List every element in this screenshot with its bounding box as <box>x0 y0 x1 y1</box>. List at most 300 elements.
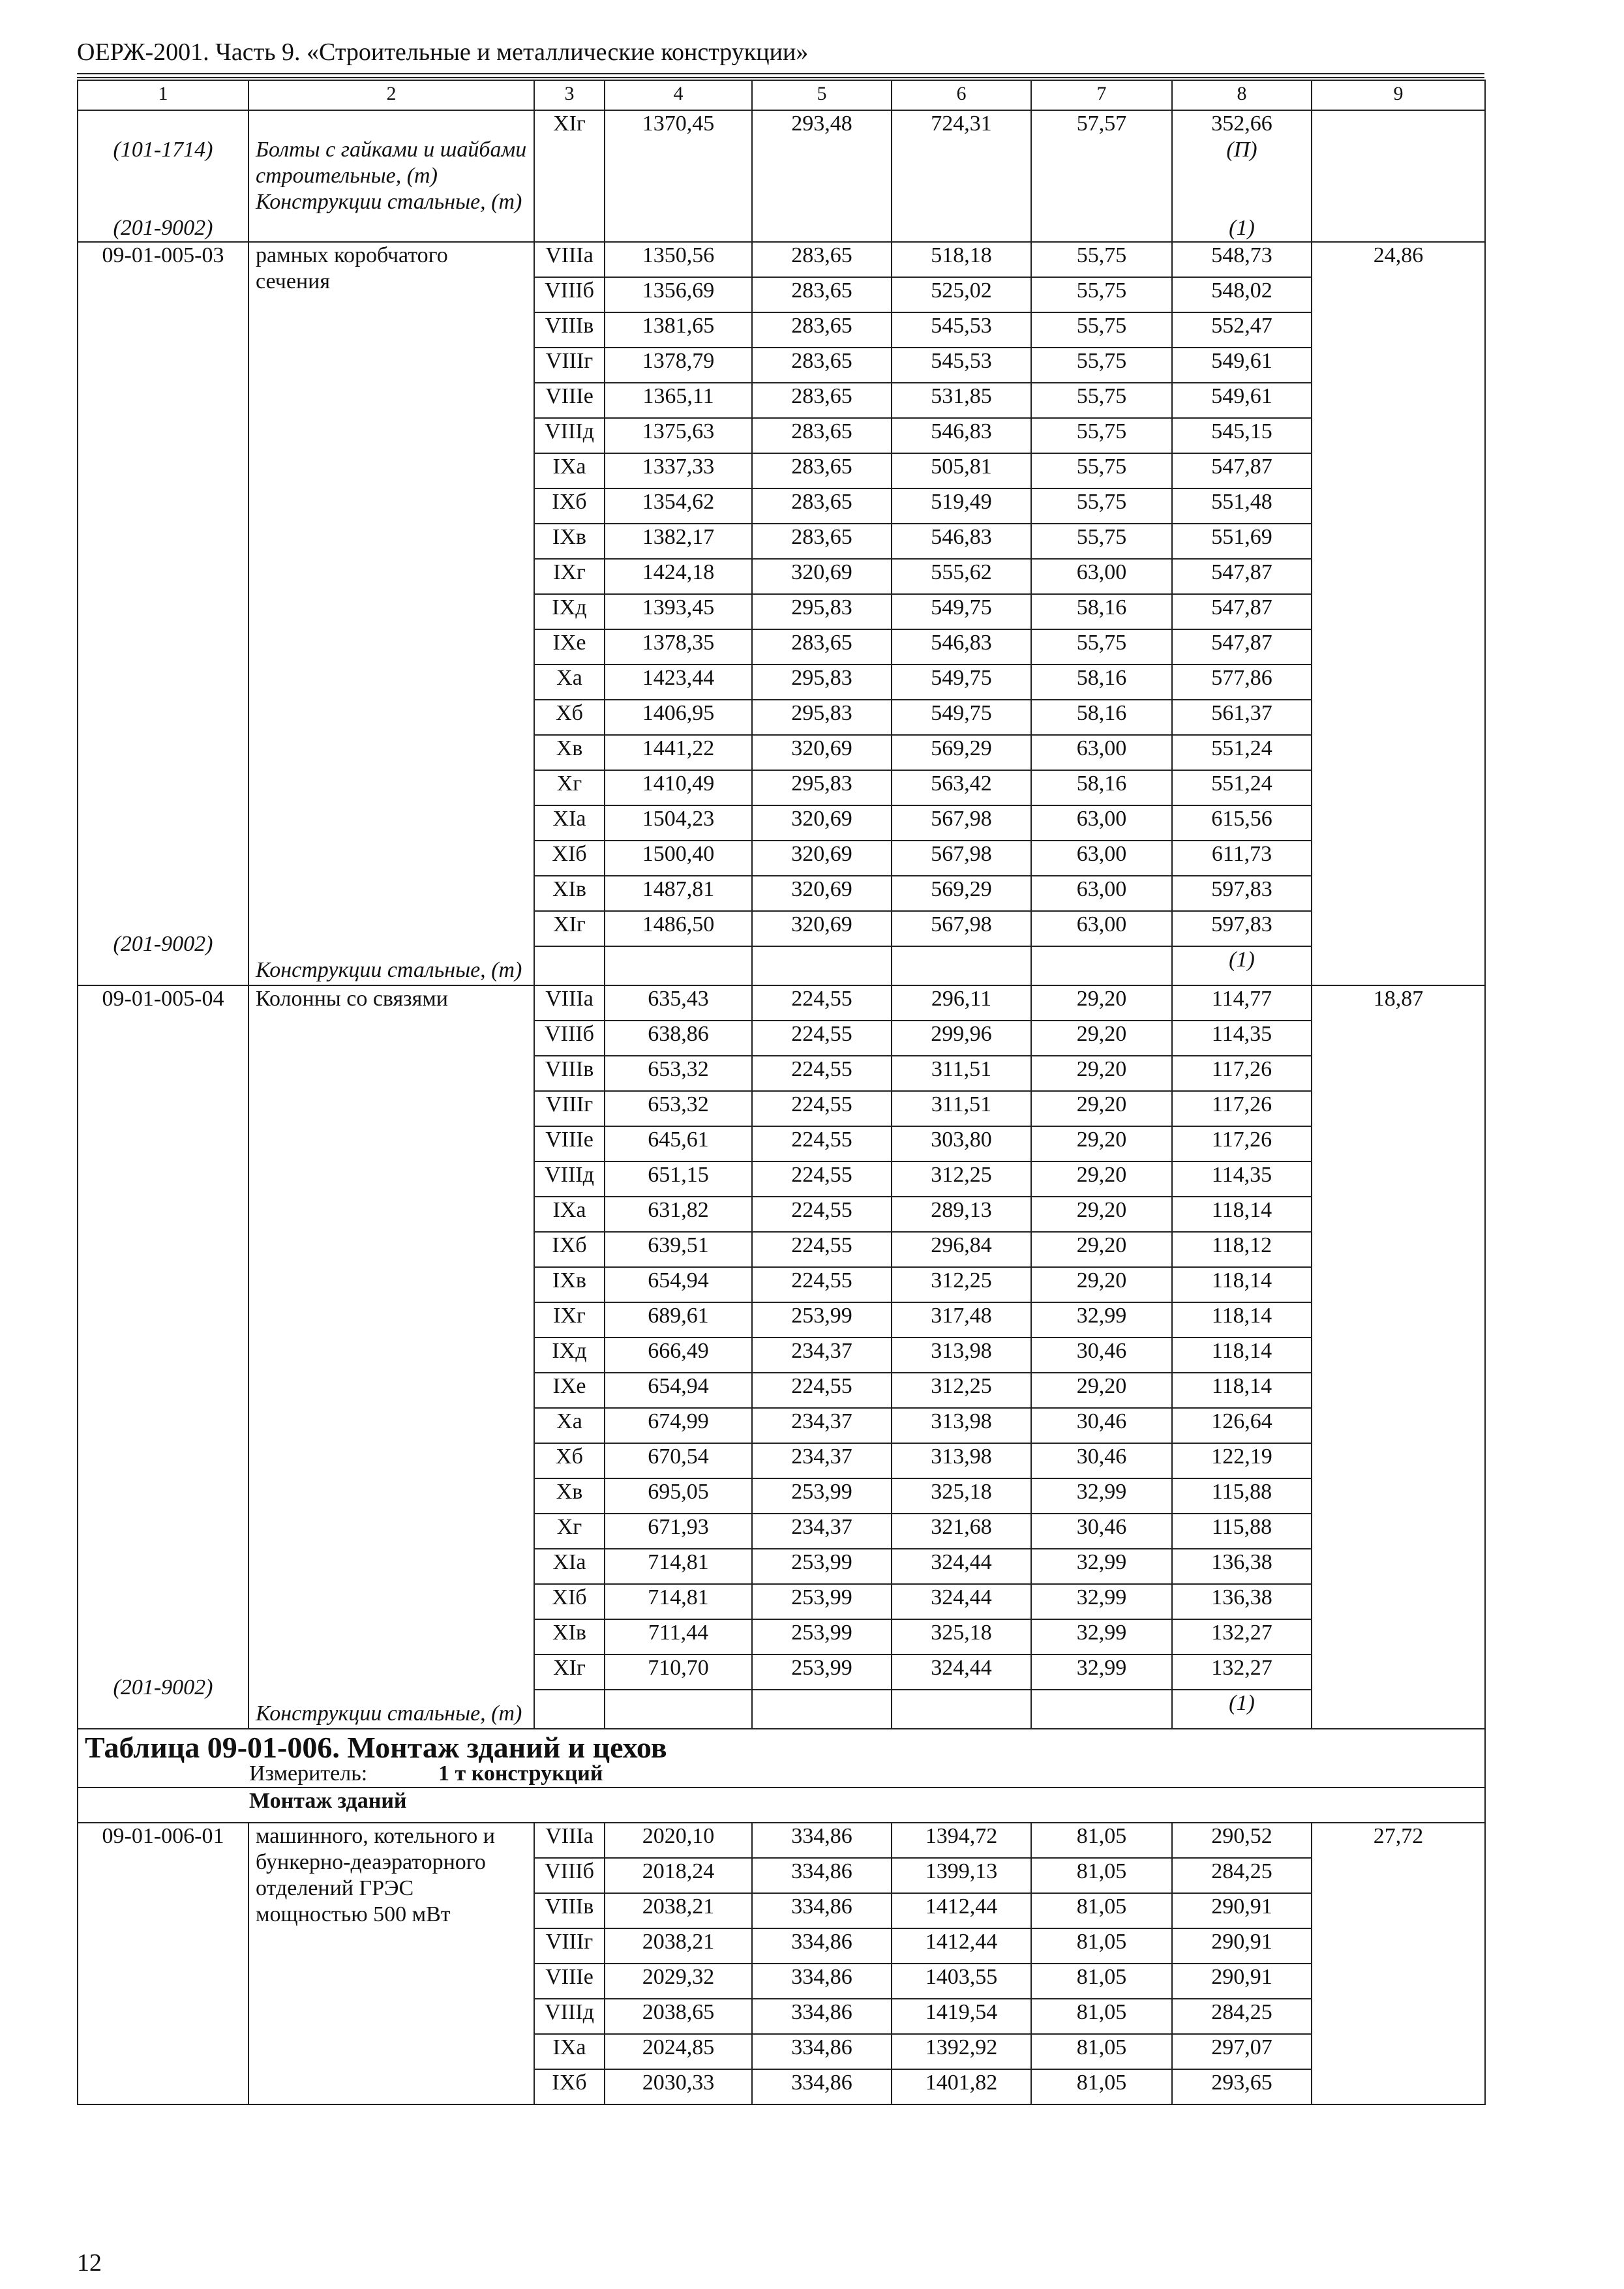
value-cell: IXд <box>534 594 605 629</box>
code-cell <box>78 1823 248 2104</box>
value-cell <box>605 946 752 985</box>
value-cell: 1424,18 <box>605 559 752 594</box>
value-cell: 549,61 <box>1172 348 1312 383</box>
item-name: рамных коробчатого сечения <box>256 243 448 293</box>
value-cell: 253,99 <box>752 1302 892 1338</box>
value-cell: 55,75 <box>1031 277 1172 312</box>
value-cell: 654,94 <box>605 1267 752 1302</box>
value-cell: 545,53 <box>892 312 1031 348</box>
value-cell: VIIIд <box>534 1161 605 1197</box>
value-cell: IXв <box>534 524 605 559</box>
value-cell: 253,99 <box>752 1549 892 1584</box>
value-cell: XIа <box>534 1549 605 1584</box>
value-cell: 1500,40 <box>605 841 752 876</box>
value-cell: 81,05 <box>1031 2034 1172 2069</box>
value-cell: 549,75 <box>892 594 1031 629</box>
value-cell: VIIIд <box>534 418 605 453</box>
table-row <box>78 110 1485 242</box>
value-cell: 545,53 <box>892 348 1031 383</box>
value-cell <box>1031 1690 1172 1729</box>
value-cell: 1370,45 <box>605 110 752 242</box>
value-cell: 546,83 <box>892 629 1031 665</box>
column-number: 4 <box>605 80 752 110</box>
value-cell: 312,25 <box>892 1373 1031 1408</box>
value-cell: 122,19 <box>1172 1443 1312 1478</box>
value-cell: 551,48 <box>1172 488 1312 524</box>
value-cell: 115,88 <box>1172 1514 1312 1549</box>
item-name: машинного, котельного и бункерно-деаэраторного отделений ГРЭС мощностью 500 мВт <box>256 1824 495 1926</box>
value-cell: 32,99 <box>1031 1584 1172 1619</box>
section-title: Монтаж зданий <box>78 1788 1485 1823</box>
value-cell: 63,00 <box>1031 559 1172 594</box>
value-cell: 81,05 <box>1031 2069 1172 2104</box>
page-number: 12 <box>77 2249 102 2277</box>
value-cell: 55,75 <box>1031 453 1172 488</box>
value-cell: 334,86 <box>752 1858 892 1893</box>
value-cell: 313,98 <box>892 1443 1031 1478</box>
value-cell: 597,83 <box>1172 876 1312 911</box>
value-cell: 224,55 <box>752 1373 892 1408</box>
material-name: Конструкции стальные, (т) <box>256 190 522 214</box>
value-cell: 546,83 <box>892 418 1031 453</box>
value-cell: 299,96 <box>892 1021 1031 1056</box>
value-cell: 724,31 <box>892 110 1031 242</box>
column-number: 8 <box>1172 80 1312 110</box>
value-cell: 651,15 <box>605 1161 752 1197</box>
value-cell: IXб <box>534 488 605 524</box>
value-cell: 548,73 <box>1172 242 1312 277</box>
value-cell: 1412,44 <box>892 1928 1031 1964</box>
value-cell: 114,35 <box>1172 1021 1312 1056</box>
value-cell: Xг <box>534 770 605 805</box>
value-cell: 283,65 <box>752 383 892 418</box>
value-cell: 555,62 <box>892 559 1031 594</box>
measure-line <box>85 1761 1478 1787</box>
value-cell: 631,82 <box>605 1197 752 1232</box>
value-cell: 289,13 <box>892 1197 1031 1232</box>
value-cell: 118,12 <box>1172 1232 1312 1267</box>
value-cell: 1401,82 <box>892 2069 1031 2104</box>
value-cell: 551,69 <box>1172 524 1312 559</box>
value-cell: 55,75 <box>1031 418 1172 453</box>
value-cell: 283,65 <box>752 629 892 665</box>
value-cell: 296,11 <box>892 985 1031 1021</box>
item-code: 09-01-006-01 <box>102 1824 224 1848</box>
value-cell: 654,94 <box>605 1373 752 1408</box>
code-cell <box>78 985 248 1729</box>
value-cell: 549,75 <box>892 665 1031 700</box>
value-cell: 293,48 <box>752 110 892 242</box>
value-cell: 81,05 <box>1031 1858 1172 1893</box>
value-cell: IXг <box>534 1302 605 1338</box>
value-cell: 1406,95 <box>605 700 752 735</box>
value-cell: 710,70 <box>605 1654 752 1690</box>
value-cell: VIIIд <box>534 1999 605 2034</box>
value-cell: 597,83 <box>1172 911 1312 946</box>
value-cell: 320,69 <box>752 911 892 946</box>
value-cell: 334,86 <box>752 1964 892 1999</box>
value-cell: 81,05 <box>1031 1893 1172 1928</box>
value-cell: 132,27 <box>1172 1619 1312 1654</box>
value-cell: VIIIг <box>534 348 605 383</box>
value-cell: 283,65 <box>752 418 892 453</box>
value-cell: 117,26 <box>1172 1056 1312 1091</box>
value-cell: 567,98 <box>892 911 1031 946</box>
value-cell: 63,00 <box>1031 876 1172 911</box>
value-cell: 653,32 <box>605 1091 752 1126</box>
value-cell: 567,98 <box>892 841 1031 876</box>
material-code: (201-9002) <box>113 216 213 240</box>
value-cell: 552,47 <box>1172 312 1312 348</box>
measure-label: Измеритель: <box>249 1761 368 1786</box>
value-cell: 55,75 <box>1031 383 1172 418</box>
value-cell: 253,99 <box>752 1654 892 1690</box>
value-cell: VIIIв <box>534 1056 605 1091</box>
value-cell: 58,16 <box>1031 700 1172 735</box>
value-cell: 295,83 <box>752 700 892 735</box>
value-cell: 674,99 <box>605 1408 752 1443</box>
value-cell: 1487,81 <box>605 876 752 911</box>
value-cell: Xв <box>534 1478 605 1514</box>
value-cell: 284,25 <box>1172 1999 1312 2034</box>
value-cell: 714,81 <box>605 1584 752 1619</box>
value-cell: 57,57 <box>1031 110 1172 242</box>
value-cell: 548,02 <box>1172 277 1312 312</box>
item-name: Колонны со связями <box>256 987 448 1011</box>
value-cell: 58,16 <box>1031 770 1172 805</box>
material-value: (1) <box>1172 1690 1312 1729</box>
column-number: 9 <box>1312 80 1485 110</box>
value-cell: 547,87 <box>1172 629 1312 665</box>
value-cell: 30,46 <box>1031 1338 1172 1373</box>
page-header-title: ОЕРЖ-2001. Часть 9. «Строительные и металлические конструкции» <box>77 38 809 66</box>
value-cell: VIIIб <box>534 277 605 312</box>
material-name: Болты с гайками и шайбами строительные, (т) <box>256 138 527 188</box>
value-cell: 569,29 <box>892 876 1031 911</box>
value-cell: 55,75 <box>1031 242 1172 277</box>
value-cell: 611,73 <box>1172 841 1312 876</box>
value-cell: 297,07 <box>1172 2034 1312 2069</box>
table-title-row <box>78 1729 1485 1788</box>
value-cell: 2024,85 <box>605 2034 752 2069</box>
value-cell: 547,87 <box>1172 559 1312 594</box>
material-value: (1) <box>1229 216 1255 240</box>
value-cell: 224,55 <box>752 1021 892 1056</box>
value-cell: IXв <box>534 1267 605 1302</box>
value-cell: 290,91 <box>1172 1893 1312 1928</box>
value-cell: 29,20 <box>1031 1056 1172 1091</box>
value-cell: 117,26 <box>1172 1091 1312 1126</box>
value-cell: 645,61 <box>605 1126 752 1161</box>
value-cell: 283,65 <box>752 453 892 488</box>
value-cell: 58,16 <box>1031 594 1172 629</box>
value-cell: VIIIа <box>534 1823 605 1858</box>
material-name: Конструкции стальные, (т) <box>256 958 522 982</box>
value-cell: 118,14 <box>1172 1302 1312 1338</box>
value-cell: 284,25 <box>1172 1858 1312 1893</box>
value-cell: 320,69 <box>752 876 892 911</box>
value-cell: 2029,32 <box>605 1964 752 1999</box>
value-cell: Xг <box>534 1514 605 1549</box>
value-cell <box>1031 946 1172 985</box>
value-cell: 545,15 <box>1172 418 1312 453</box>
value-cell: 283,65 <box>752 277 892 312</box>
value-cell: 312,25 <box>892 1161 1031 1197</box>
value-cell: 311,51 <box>892 1056 1031 1091</box>
value-cell: 1504,23 <box>605 805 752 841</box>
value-cell: 313,98 <box>892 1338 1031 1373</box>
value-cell: VIIIе <box>534 1126 605 1161</box>
value-cell: 1350,56 <box>605 242 752 277</box>
column-number: 7 <box>1031 80 1172 110</box>
value-cell: Xб <box>534 700 605 735</box>
material-value: (1) <box>1172 946 1312 985</box>
value-cell: 81,05 <box>1031 1823 1172 1858</box>
value-cell: 63,00 <box>1031 911 1172 946</box>
value-cell: 55,75 <box>1031 629 1172 665</box>
header-rule <box>77 73 1484 74</box>
material-code: (201-9002) <box>113 932 213 956</box>
col9-cell: 18,87 <box>1312 985 1485 1729</box>
value-cell: 567,98 <box>892 805 1031 841</box>
value-cell: 283,65 <box>752 488 892 524</box>
value-cell: 29,20 <box>1031 1232 1172 1267</box>
value-cell: 295,83 <box>752 594 892 629</box>
value-cell: 132,27 <box>1172 1654 1312 1690</box>
value-cell: 283,65 <box>752 348 892 383</box>
value-cell: 531,85 <box>892 383 1031 418</box>
value-cell: 114,77 <box>1172 985 1312 1021</box>
value-cell: IXе <box>534 629 605 665</box>
value-cell: XIг <box>534 110 605 242</box>
value-cell: 563,42 <box>892 770 1031 805</box>
column-number: 3 <box>534 80 605 110</box>
value-cell: 296,84 <box>892 1232 1031 1267</box>
value-cell: 253,99 <box>752 1619 892 1654</box>
value-cell: 1423,44 <box>605 665 752 700</box>
value-cell: 29,20 <box>1031 1161 1172 1197</box>
value-cell: 711,44 <box>605 1619 752 1654</box>
value-cell: 671,93 <box>605 1514 752 1549</box>
value-cell: 30,46 <box>1031 1514 1172 1549</box>
value-cell: 546,83 <box>892 524 1031 559</box>
name-cell <box>248 985 534 1729</box>
value-cell: 334,86 <box>752 1928 892 1964</box>
value-cell: 1381,65 <box>605 312 752 348</box>
value-cell: 1337,33 <box>605 453 752 488</box>
value-cell: 549,61 <box>1172 383 1312 418</box>
value-cell: 29,20 <box>1031 1126 1172 1161</box>
value-cell: Xв <box>534 735 605 770</box>
value-cell: VIIIб <box>534 1021 605 1056</box>
value-cell: 63,00 <box>1031 841 1172 876</box>
value-cell: 29,20 <box>1031 985 1172 1021</box>
value-cell: VIIIа <box>534 242 605 277</box>
value-cell: 2038,65 <box>605 1999 752 2034</box>
value-cell: 283,65 <box>752 312 892 348</box>
value-cell: 2020,10 <box>605 1823 752 1858</box>
value-cell: 2038,21 <box>605 1928 752 1964</box>
value-cell: 334,86 <box>752 2034 892 2069</box>
value-cell: IXг <box>534 559 605 594</box>
value-cell: 118,14 <box>1172 1338 1312 1373</box>
material-code: (201-9002) <box>113 1675 213 1699</box>
value-cell: 29,20 <box>1031 1197 1172 1232</box>
value-cell: 303,80 <box>892 1126 1031 1161</box>
value-cell: 653,32 <box>605 1056 752 1091</box>
material-code: (101-1714) <box>113 138 213 162</box>
value-cell: 32,99 <box>1031 1619 1172 1654</box>
value-cell: IXе <box>534 1373 605 1408</box>
value-cell: 55,75 <box>1031 488 1172 524</box>
value-cell: 58,16 <box>1031 665 1172 700</box>
value-cell: 547,87 <box>1172 594 1312 629</box>
value-cell: 1441,22 <box>605 735 752 770</box>
value-cell: 1365,11 <box>605 383 752 418</box>
value-cell: 320,69 <box>752 841 892 876</box>
value-cell: 283,65 <box>752 242 892 277</box>
value-cell: 295,83 <box>752 770 892 805</box>
value-cell: 1410,49 <box>605 770 752 805</box>
value-cell: 1393,45 <box>605 594 752 629</box>
value-cell: XIг <box>534 1654 605 1690</box>
value-cell: 224,55 <box>752 1161 892 1197</box>
value-cell: 311,51 <box>892 1091 1031 1126</box>
value-cell: IXб <box>534 2069 605 2104</box>
value-cell: VIIIв <box>534 1893 605 1928</box>
section-row <box>78 1788 1485 1823</box>
value-cell: 615,56 <box>1172 805 1312 841</box>
value-cell: 81,05 <box>1031 1928 1172 1964</box>
value-cell: 234,37 <box>752 1408 892 1443</box>
value-cell: 63,00 <box>1031 805 1172 841</box>
value-cell: 321,68 <box>892 1514 1031 1549</box>
value-cell: 1399,13 <box>892 1858 1031 1893</box>
value-cell: 32,99 <box>1031 1549 1172 1584</box>
value-cell: 561,37 <box>1172 700 1312 735</box>
column-number: 5 <box>752 80 892 110</box>
value: 352,66 <box>1211 112 1272 136</box>
value-cell: VIIIе <box>534 1964 605 1999</box>
col9-cell: 27,72 <box>1312 1823 1485 2104</box>
value-cell: 519,49 <box>892 488 1031 524</box>
value-cell: 317,48 <box>892 1302 1031 1338</box>
value-cell <box>534 1690 605 1729</box>
value-cell: 525,02 <box>892 277 1031 312</box>
value-cell: Xа <box>534 665 605 700</box>
value-cell: VIIIг <box>534 1928 605 1964</box>
value-cell: 117,26 <box>1172 1126 1312 1161</box>
value-cell: 136,38 <box>1172 1549 1312 1584</box>
value-cell: 547,87 <box>1172 453 1312 488</box>
value-cell: 1354,62 <box>605 488 752 524</box>
value-cell: VIIIа <box>534 985 605 1021</box>
value-cell: Xб <box>534 1443 605 1478</box>
value-cell: 1419,54 <box>892 1999 1031 2034</box>
value-cell: 234,37 <box>752 1514 892 1549</box>
value-cell: 55,75 <box>1031 348 1172 383</box>
value-cell: 505,81 <box>892 453 1031 488</box>
table-row <box>78 1823 1485 1858</box>
value-cell: 55,75 <box>1031 524 1172 559</box>
value-cell: 1378,79 <box>605 348 752 383</box>
value-cell: 325,18 <box>892 1619 1031 1654</box>
value-cell: 55,75 <box>1031 312 1172 348</box>
value-cell: 1403,55 <box>892 1964 1031 1999</box>
value-cell: 666,49 <box>605 1338 752 1373</box>
value-cell: XIб <box>534 1584 605 1619</box>
value-cell: 325,18 <box>892 1478 1031 1514</box>
value-cell: 639,51 <box>605 1232 752 1267</box>
value-cell: 30,46 <box>1031 1408 1172 1443</box>
value-cell: 234,37 <box>752 1443 892 1478</box>
value-cell: 253,99 <box>752 1584 892 1619</box>
value-cell: 295,83 <box>752 665 892 700</box>
value-cell: XIб <box>534 841 605 876</box>
value-cell: 569,29 <box>892 735 1031 770</box>
value-cell <box>752 946 892 985</box>
value-cell: VIIIв <box>534 312 605 348</box>
value-cell: 1392,92 <box>892 2034 1031 2069</box>
table-row <box>78 242 1485 277</box>
value-cell: IXа <box>534 1197 605 1232</box>
code-cell <box>78 110 248 242</box>
value-cell: VIIIе <box>534 383 605 418</box>
value-cell: 290,91 <box>1172 1964 1312 1999</box>
value-cell: 29,20 <box>1031 1021 1172 1056</box>
value-cell: 224,55 <box>752 1232 892 1267</box>
value-cell: 324,44 <box>892 1584 1031 1619</box>
value-cell: 1412,44 <box>892 1893 1031 1928</box>
value-cell: VIIIб <box>534 1858 605 1893</box>
value-cell: 224,55 <box>752 1126 892 1161</box>
value-cell: 1375,63 <box>605 418 752 453</box>
value-cell: XIв <box>534 876 605 911</box>
value-cell: 290,52 <box>1172 1823 1312 1858</box>
col9-cell: 24,86 <box>1312 242 1485 985</box>
column-number: 6 <box>892 80 1031 110</box>
value-cell: 32,99 <box>1031 1302 1172 1338</box>
value-cell: 29,20 <box>1031 1091 1172 1126</box>
value-cell: 81,05 <box>1031 1964 1172 1999</box>
value-cell: 334,86 <box>752 1893 892 1928</box>
value-cell: 689,61 <box>605 1302 752 1338</box>
item-code: 09-01-005-03 <box>102 243 224 267</box>
column-numbers-row <box>78 80 1485 110</box>
value-cell: 32,99 <box>1031 1654 1172 1690</box>
value-cell: 551,24 <box>1172 735 1312 770</box>
table-row <box>78 985 1485 1021</box>
value-cell: IXд <box>534 1338 605 1373</box>
column-number: 2 <box>248 80 534 110</box>
value-cell: 115,88 <box>1172 1478 1312 1514</box>
value-cell <box>1312 110 1485 242</box>
value-cell: 290,91 <box>1172 1928 1312 1964</box>
value-cell: 224,55 <box>752 1056 892 1091</box>
value-cell: 283,65 <box>752 524 892 559</box>
value-cell: 577,86 <box>1172 665 1312 700</box>
value-cell: 334,86 <box>752 1999 892 2034</box>
value-cell: 714,81 <box>605 1549 752 1584</box>
value-cell: 118,14 <box>1172 1267 1312 1302</box>
code-cell <box>78 242 248 985</box>
value-cell: 334,86 <box>752 1823 892 1858</box>
value-cell <box>605 1690 752 1729</box>
value-cell: Xа <box>534 1408 605 1443</box>
value-cell <box>1172 110 1312 242</box>
value-cell: 551,24 <box>1172 770 1312 805</box>
material-name: Конструкции стальные, (т) <box>256 1701 522 1726</box>
